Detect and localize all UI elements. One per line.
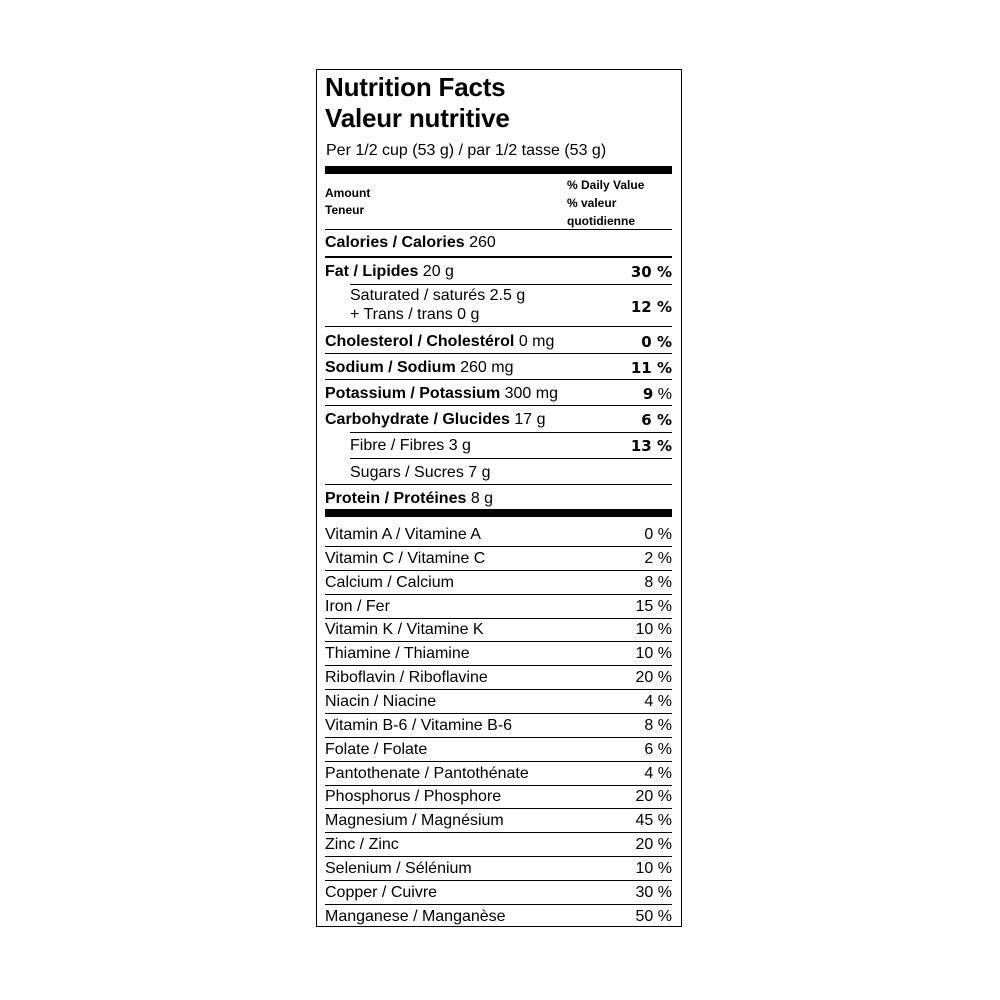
vitamin-name: Selenium / Sélénium [325,860,472,877]
medium-divider [325,256,672,258]
nutrient-name: Carbohydrate / Glucides [325,411,510,428]
vitamin-daily-value: 10 % [635,621,672,638]
vitamin-name: Vitamin C / Vitamine C [325,550,486,567]
calories-amount: 260 [469,234,496,251]
vitamin-name: Vitamin K / Vitamine K [325,621,484,638]
divider [325,570,672,571]
nutrition-facts-label [316,69,682,927]
vitamin-name: Copper / Cuivre [325,884,438,901]
nutrient-amount: 0 g [457,306,480,323]
nutrient-amount: 7 g [468,464,491,481]
vitamin-name: Thiamine / Thiamine [325,645,470,662]
divider [325,856,672,857]
vitamin-daily-value: 10 % [635,860,672,877]
amount-header [325,185,370,219]
nutrient-name: Sodium / Sodium [325,359,456,376]
vitamin-daily-value: 8 % [644,574,672,591]
vitamin-daily-value: 8 % [644,717,672,734]
divider [325,594,672,595]
divider [325,546,672,547]
serving-size: Per 1/2 cup (53 g) / par 1/2 tasse (53 g) [326,142,607,159]
vitamin-name: Niacin / Niacine [325,693,437,710]
vitamin-name: Phosphorus / Phosphore [325,788,502,805]
thick-divider [325,166,672,174]
divider [325,904,672,905]
title-french: Valeur nutritive [325,103,510,133]
vitamin-name: Riboflavin / Riboflavine [325,669,488,686]
nutrient-name: Protein / Protéines [325,490,467,507]
daily-value-number: 9 [642,385,654,403]
nutrient-amount: 2.5 g [489,287,526,304]
nutrient-amount: 20 g [422,263,454,280]
divider [325,832,672,833]
vitamin-name: Pantothenate / Pantothénate [325,765,529,782]
vitamin-name: Manganese / Manganèse [325,908,506,925]
vitamin-daily-value: 50 % [635,908,672,925]
divider [350,284,672,285]
vitamin-daily-value: 20 % [635,669,672,686]
nutrient-amount: 260 mg [460,359,514,376]
divider [325,484,672,485]
daily-value: 6 % [641,411,672,429]
vitamin-daily-value: 20 % [635,836,672,853]
daily-value-header [567,176,644,230]
amount-header-fr: Teneur [325,203,365,217]
thick-divider [325,509,672,517]
divider [350,432,672,433]
amount-header-en: Amount [325,186,371,200]
nutrient-name: Sugars / Sucres [350,464,464,481]
nutrient-amount: 0 mg [518,333,555,350]
vitamin-daily-value: 2 % [644,550,672,567]
daily-value-header-fr-2: quotidienne [567,214,635,228]
daily-value: 0 % [641,333,672,351]
divider [325,405,672,406]
vitamin-daily-value: 30 % [635,884,672,901]
daily-value: 11 % [630,359,672,377]
divider [325,326,672,327]
nutrient-amount: 300 mg [504,385,558,402]
daily-value-header-fr-1: % valeur [567,196,617,210]
nutrient-name: Saturated / saturés [350,287,486,304]
nutrient-name: Fat / Lipides [325,263,419,280]
vitamin-name: Vitamin A / Vitamine A [325,526,481,543]
vitamin-name: Iron / Fer [325,598,390,615]
divider [325,880,672,881]
vitamin-daily-value: 20 % [635,788,672,805]
calories-name: Calories / Calories [325,234,465,251]
nutrient-name: Fibre / Fibres [350,437,445,454]
divider [325,808,672,809]
title-english: Nutrition Facts [325,72,506,102]
nutrient-name: Potassium / Potassium [325,385,501,402]
vitamin-name: Calcium / Calcium [325,574,454,591]
nutrient-amount: 3 g [448,437,471,454]
divider [325,761,672,762]
divider [325,229,672,230]
divider [325,713,672,714]
vitamin-daily-value: 10 % [635,645,672,662]
nutrient-amount: 8 g [470,490,494,507]
daily-value-unit: % [657,386,672,403]
divider [325,737,672,738]
vitamin-daily-value: 45 % [635,812,672,829]
vitamin-daily-value: 4 % [644,765,672,782]
divider [350,458,672,459]
vitamin-name: Zinc / Zinc [325,836,399,853]
nutrient-name: Cholesterol / Cholestérol [325,333,515,350]
daily-value: 13 % [630,437,672,455]
divider [325,665,672,666]
vitamin-daily-value: 6 % [644,741,672,758]
divider [325,618,672,619]
divider [325,353,672,354]
daily-value: 30 % [630,263,672,281]
divider [325,379,672,380]
vitamin-daily-value: 4 % [644,693,672,710]
daily-value: 12 % [630,298,672,316]
vitamin-daily-value: 0 % [644,526,672,543]
vitamin-name: Vitamin B-6 / Vitamine B-6 [325,717,513,734]
nutrient-name: + Trans / trans [350,306,453,323]
daily-value-header-en: % Daily Value [567,178,645,192]
divider [325,785,672,786]
vitamin-name: Folate / Folate [325,741,428,758]
vitamin-daily-value: 15 % [635,598,672,615]
nutrient-amount: 17 g [514,411,546,428]
vitamin-name: Magnesium / Magnésium [325,812,504,829]
divider [325,689,672,690]
divider [325,641,672,642]
